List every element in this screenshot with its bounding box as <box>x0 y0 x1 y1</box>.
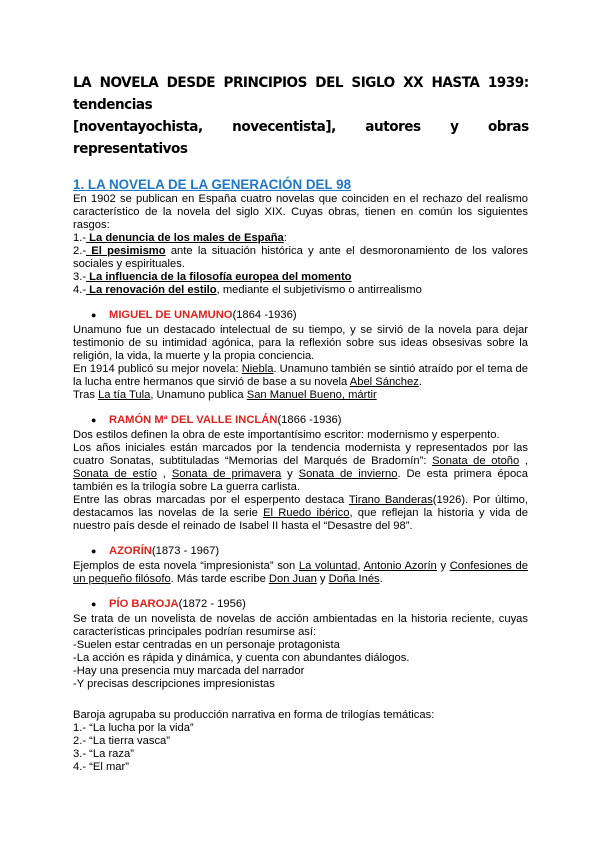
book-title: Abel Sánchez <box>349 376 419 388</box>
list-item: 4.- “El mar” <box>73 761 129 773</box>
bullet-icon: ● <box>91 415 97 425</box>
book-title: Niebla <box>241 363 274 375</box>
book-title: Sonata de invierno <box>298 468 398 480</box>
author-years: (1866 -1936) <box>277 414 342 426</box>
list-item: -La acción es rápida y dinámica, y cuenta con abundantes diálogos. <box>73 652 410 664</box>
author-name: PÍO BAROJA <box>109 598 179 610</box>
section-intro: En 1902 se publican en España cuatro novelas que coinciden en el rechazo del realismo característico de la novela del siglo XIX. Cuyas obras, tienen en común los siguientes rasgos: <box>73 193 528 231</box>
document-title <box>73 72 529 160</box>
book-title: La tía Tula <box>98 389 151 401</box>
author-heading-azorin <box>73 545 528 558</box>
author-years: (1864 -1936) <box>232 309 297 321</box>
trait-item: 2.- El pesimismo ante la situación histórica y ante el desmoronamiento de los valores sociales y espirituales. <box>73 245 529 270</box>
book-title: Don Juan <box>268 573 317 585</box>
book-title: Sonata de estío <box>73 468 157 480</box>
baroja-paragraph-1: Se trata de un novelista de novelas de acción ambientadas en la historia reciente, cuyas características principales podrían resumirse así: <box>73 613 528 638</box>
list-item: 1.- “La lucha por la vida” <box>73 722 194 734</box>
book-title: Sonata de primavera <box>171 468 282 480</box>
book-title: Sonata de otoño <box>432 455 520 467</box>
document-page <box>73 72 528 774</box>
trait-item: 3.- La influencia de la filosofía europea del momento <box>73 271 352 283</box>
traits-list <box>73 232 528 297</box>
valle-paragraph-1: Dos estilos definen la obra de este importantísimo escritor: modernismo y esperpento. <box>73 429 500 441</box>
unamuno-paragraph-1: Unamuno fue un destacado intelectual de su tiempo, y se sirvió de la novela para dejar testimonio de su intimidad agónica, para la reflexión sobre sus ideas obsesivas sobre la religión, la vida, la muerte y la propia conciencia. <box>73 324 528 362</box>
unamuno-paragraph-3: Tras La tía Tula, Unamuno publica San Manuel Bueno, mártir <box>73 389 377 401</box>
azorin-paragraph-1: Ejemplos de esta novela “impresionista” son La voluntad, Antonio Azorín y Confesiones de un pequeño filósofo. Más tarde escribe Don Juan y Doña Inés. <box>73 560 528 585</box>
list-item: 3.- “La raza” <box>73 748 134 760</box>
title-line-1: LA NOVELA DESDE PRINCIPIOS DEL SIGLO XX HASTA 1939: tendencias <box>73 74 529 113</box>
valle-paragraph-2: Los años iniciales están marcados por la tendencia modernista y representados por las cuatro Sonatas, subtituladas “Memorias del Marqués de Bradomín”: Sonata de otoño , Sonata de estío , Sonata de primavera y Sonata de invierno. De esta primera época también es la trilogía sobre La guerra carlista. <box>73 442 529 493</box>
trait-item: 4.- La renovación del estilo, mediante el subjetivismo o antirrealismo <box>73 284 422 296</box>
section-heading: 1. LA NOVELA DE LA GENERACIÓN DEL 98 <box>73 177 352 192</box>
author-name: MIGUEL DE UNAMUNO <box>109 309 233 321</box>
baroja-trilogies-list <box>73 722 528 774</box>
bullet-icon: ● <box>91 599 97 609</box>
bullet-icon: ● <box>91 546 97 556</box>
list-item: -Suelen estar centradas en un personaje protagonista <box>73 639 340 651</box>
title-line-2: [noventayochista, novecentista], autores y obras representativos <box>73 118 529 157</box>
list-item: -Y precisas descripciones impresionistas <box>73 678 275 690</box>
author-heading-valle <box>73 414 528 427</box>
author-name: AZORÍN <box>109 545 152 557</box>
book-title: El Ruedo ibérico <box>263 507 350 519</box>
book-title: Tirano Banderas <box>348 494 433 506</box>
book-title: Antonio Azorín <box>363 560 437 572</box>
book-title: Confesiones de un pequeño filósofo <box>73 560 528 585</box>
bullet-icon: ● <box>91 310 97 320</box>
valle-paragraph-3: Entre las obras marcadas por el esperpento destaca Tirano Banderas(1926). Por último, destacamos las novelas de la serie El Ruedo ibérico, que reflejan la historia y vida de nuestro país desde el reinado de Isabel II hasta el “Desastre del 98”. <box>73 494 528 532</box>
author-years: (1873 - 1967) <box>151 545 220 557</box>
author-years: (1872 - 1956) <box>178 598 246 610</box>
list-item: 2.- “La tierra vasca” <box>73 735 170 747</box>
author-heading-baroja <box>73 598 528 611</box>
book-title: La voluntad <box>298 560 358 572</box>
book-title: Doña Inés <box>328 573 380 585</box>
list-item: -Hay una presencia muy marcada del narrador <box>73 665 305 677</box>
book-title: San Manuel Bueno, mártir <box>246 389 377 401</box>
baroja-features-list <box>73 639 528 691</box>
author-name: RAMÓN Mª DEL VALLE INCLÁN <box>109 414 278 426</box>
author-heading-unamuno <box>73 309 528 322</box>
trait-item: 1.- La denuncia de los males de España: <box>73 232 287 244</box>
baroja-paragraph-2: Baroja agrupaba su producción narrativa en forma de trilogías temáticas: <box>73 709 435 721</box>
unamuno-paragraph-2: En 1914 publicó su mejor novela: Niebla. Unamuno también se sintió atraído por el tema de la lucha entre hermanos que sirvió de base a su novela Abel Sánchez. <box>73 363 528 388</box>
